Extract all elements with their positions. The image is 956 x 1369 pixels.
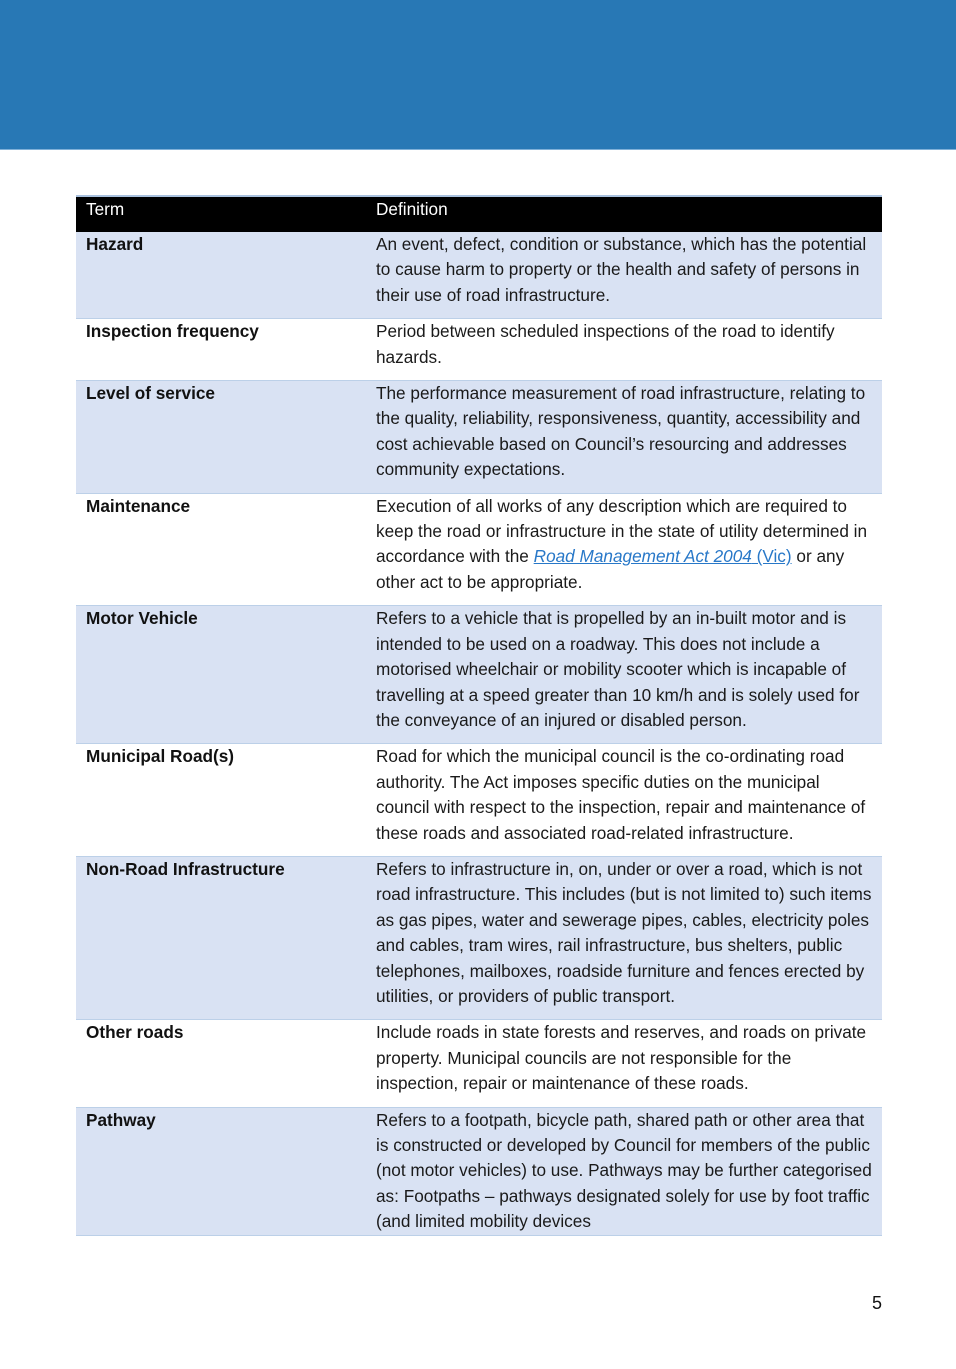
table-row bbox=[76, 1020, 882, 1107]
link-text-italic: Road Management Act 2004 bbox=[533, 546, 752, 567]
term-cell: Hazard bbox=[76, 232, 366, 319]
definition-cell: Refers to a footpath, bicycle path, shared path or other area that is constructed or developed by Council for members of the public (not motor vehicles) to use. Pathways may be further categorised as: Footpaths – pathways designated solely for use by foot traffic (and limited mobility devices bbox=[366, 1107, 882, 1235]
road-management-act-link[interactable] bbox=[534, 546, 792, 566]
table-row bbox=[76, 744, 882, 857]
table-row bbox=[76, 381, 882, 494]
definition-cell bbox=[366, 493, 882, 606]
definition-cell: The performance measurement of road infrastructure, relating to the quality, reliability, responsiveness, quantity, accessibility and cost achievable based on Council’s resourcing and addresses community expectations. bbox=[366, 381, 882, 494]
table-row bbox=[76, 319, 882, 381]
definition-cell: Refers to a vehicle that is propelled by an in-built motor and is intended to be used on a roadway. This does not include a motorised wheelchair or mobility scooter which is incapable of travelling at a speed greater than 10 km/h and is solely used for the conveyance of an injured or disabled person. bbox=[366, 606, 882, 744]
definition-cell: An event, defect, condition or substance, which has the potential to cause harm to property or the health and safety of persons in their use of road infrastructure. bbox=[366, 232, 882, 319]
definition-cell: Period between scheduled inspections of the road to identify hazards. bbox=[366, 319, 882, 381]
table-row bbox=[76, 856, 882, 1019]
column-header-term: Term bbox=[76, 196, 366, 232]
definition-cell: Road for which the municipal council is the co-ordinating road authority. The Act imposes specific duties on the municipal council with respect to the inspection, repair and maintenance of these roads and associated road-related infrastructure. bbox=[366, 744, 882, 857]
table-row bbox=[76, 1107, 882, 1235]
table-row bbox=[76, 493, 882, 606]
page-number: 5 bbox=[871, 1293, 882, 1313]
term-cell: Inspection frequency bbox=[76, 319, 366, 381]
definition-cell: Refers to infrastructure in, on, under or over a road, which is not road infrastructure. This includes (but is not limited to) such items as gas pipes, water and sewerage pipes, cables, electricity poles and cables, tram wires, rail infrastructure, bus shelters, public telephones, mailboxes, roadside furniture and fences erected by utilities, or providers of public transport. bbox=[366, 856, 882, 1019]
table-row bbox=[76, 232, 882, 319]
glossary-table bbox=[76, 195, 882, 1236]
definition-cell: Include roads in state forests and reserves, and roads on private property. Municipal councils are not responsible for the inspection, repair or maintenance of these roads. bbox=[366, 1020, 882, 1107]
term-cell: Other roads bbox=[76, 1020, 366, 1107]
definition-text: Execution of all works of any description which are required to keep the road or infrastructure in the state of utility determined in accordance with the bbox=[376, 495, 868, 567]
header-banner bbox=[0, 0, 956, 150]
term-cell: Non-Road Infrastructure bbox=[76, 856, 366, 1019]
table-row bbox=[76, 606, 882, 744]
term-cell: Pathway bbox=[76, 1107, 366, 1235]
term-cell: Motor Vehicle bbox=[76, 606, 366, 744]
definition-text: or any other act to be appropriate. bbox=[376, 546, 845, 592]
term-cell: Maintenance bbox=[76, 493, 366, 606]
table-header-row bbox=[76, 196, 882, 232]
term-cell: Municipal Road(s) bbox=[76, 744, 366, 857]
term-cell: Level of service bbox=[76, 381, 366, 494]
link-text-plain: (Vic) bbox=[751, 546, 792, 567]
column-header-definition: Definition bbox=[366, 196, 882, 232]
